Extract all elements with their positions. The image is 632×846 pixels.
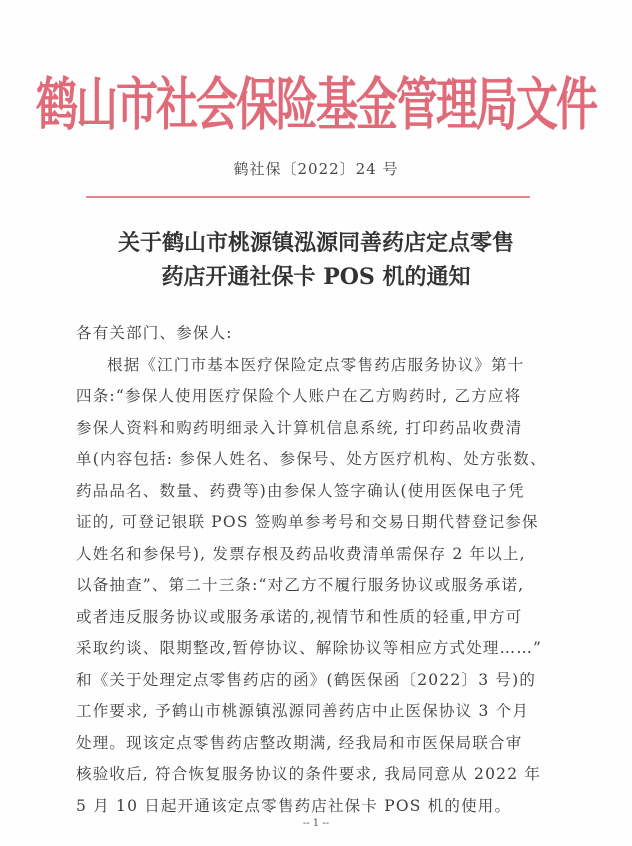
- notice-title: [0, 226, 632, 294]
- body-line: 工作要求, 予鹤山市桃源镇泓源同善药店中止医保协议 3 个月: [76, 702, 530, 720]
- body-line: 5 月 10 日起开通该定点零售药店社保卡 POS 机的使用。: [76, 796, 512, 815]
- notice-body: [76, 318, 556, 822]
- masthead-title: 鹤山市社会保险基金管理局文件: [35, 71, 596, 138]
- notice-title-line-2: 药店开通社保卡 POS 机的通知: [161, 264, 471, 290]
- body-line: 和《关于处理定点零售药店的函》(鹤医保函〔2022〕3 号)的: [76, 670, 537, 689]
- body-line: 四条:“参保人使用医疗保险个人账户在乙方购药时, 乙方应将: [76, 387, 522, 405]
- body-line: 或者违反服务协议或服务承诺的,视情节和性质的轻重,甲方可: [76, 607, 523, 626]
- body-line: 以备抽查”、第二十三条:“对乙方不履行服务协议或服务承诺,: [76, 576, 525, 594]
- red-divider-line: [86, 196, 530, 198]
- body-line: 人姓名和参保号), 发票存根及药品收费清单需保存 2 年以上,: [76, 544, 526, 563]
- page-number: -- 1 --: [302, 818, 330, 829]
- salutation: 各有关部门、参保人:: [76, 324, 233, 342]
- body-line: 单(内容包括: 参保人姓名、参保号、处方医疗机构、处方张数、: [76, 450, 547, 468]
- notice-title-line-1: 关于鹤山市桃源镇泓源同善药店定点零售: [117, 230, 514, 256]
- document-number: 鹤社保〔2022〕24 号: [233, 160, 399, 178]
- body-line: 采取约谈、限期整改,暂停协议、解除协议等相应方式处理……”: [76, 639, 543, 657]
- body-line: 核验收后, 符合恢复服务协议的条件要求, 我局同意从 2022 年: [76, 765, 542, 783]
- body-line: 参保人资料和购药明细录入计算机信息系统, 打印药品收费清: [76, 418, 523, 437]
- body-line: 处理。现该定点零售药店整改期满, 经我局和市医保局联合审: [76, 733, 523, 752]
- body-line: 根据《江门市基本医疗保险定点零售药店服务协议》第十: [107, 355, 525, 374]
- body-line: 药品品名、数量、药费等)由参保人签字确认(使用医保电子凭: [76, 481, 525, 500]
- body-line: 证的, 可登记银联 POS 签购单参考号和交易日期代替登记参保: [76, 513, 539, 531]
